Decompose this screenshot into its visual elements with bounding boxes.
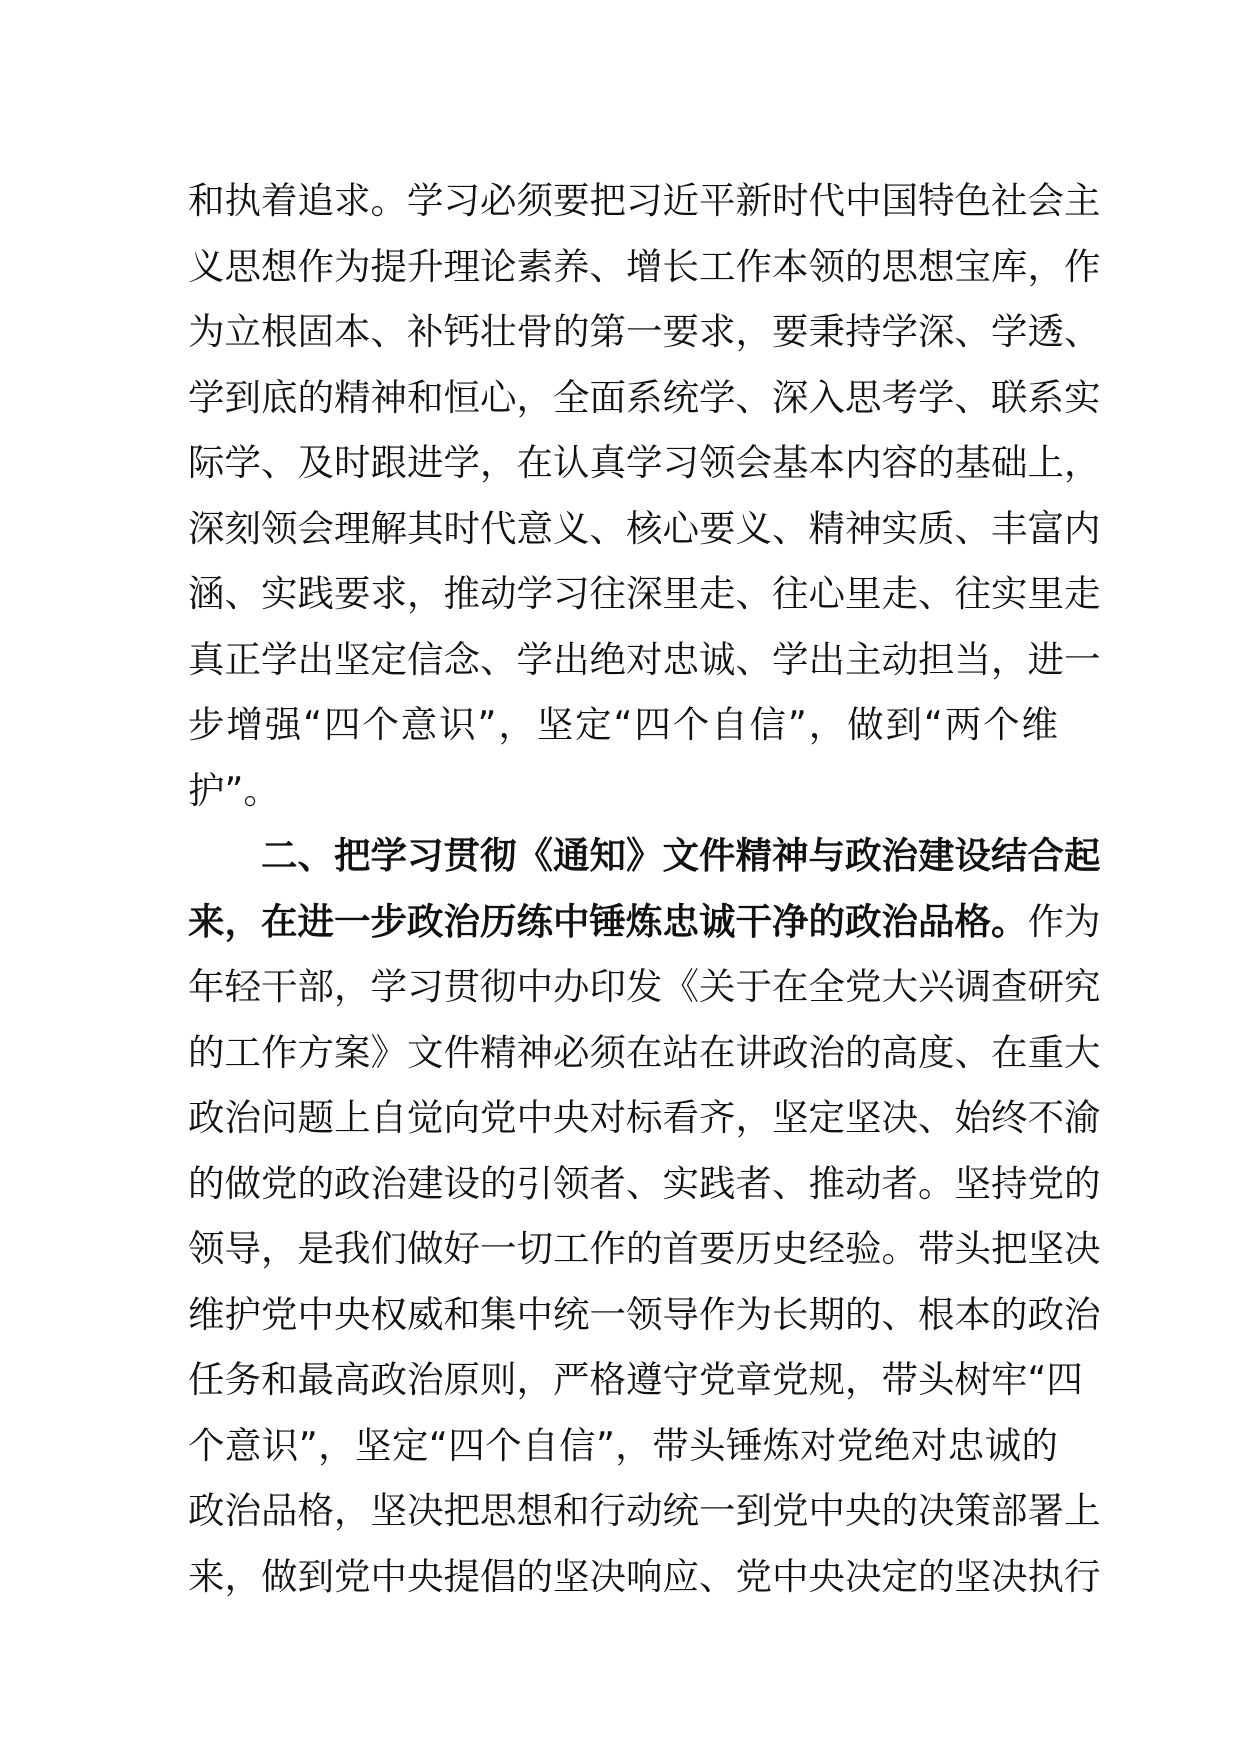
text-fragment: 作为 — [1027, 899, 1101, 943]
document-body — [188, 168, 1101, 1609]
text-line: 学到底的精神和恒心，全面系统学、深入思考学、联系实 — [188, 375, 1101, 419]
text-line: 来，做到党中央提倡的坚决响应、党中央决定的坚决执行 — [188, 1554, 1101, 1598]
section-heading-line: 二、把学习贯彻《通知》文件精神与政治建设结合起 — [261, 834, 1101, 877]
text-line: 的做党的政治建设的引领者、实践者、推动者。坚持党的 — [188, 1161, 1101, 1205]
text-line: 维护党中央权威和集中统一领导作为长期的、根本的政治 — [188, 1292, 1101, 1336]
text-line: 深刻领会理解其时代意义、核心要义、精神实质、丰富内 — [188, 506, 1101, 550]
text-line: 际学、及时跟进学，在认真学习领会基本内容的基础上， — [188, 441, 1101, 484]
text-line: 真正学出坚定信念、学出绝对忠诚、学出主动担当，进一 — [188, 637, 1101, 681]
text-line: 个意识”，坚定“四个自信”，带头锤炼对党绝对忠诚的 — [188, 1423, 1058, 1467]
text-line: 和执着追求。学习必须要把习近平新时代中国特色社会主 — [188, 179, 1101, 222]
text-line: 步增强“四个意识”，坚定“四个自信”，做到“两个维 — [188, 703, 1058, 746]
text-line: 涵、实践要求，推动学习往深里走、往心里走、往实里走 — [188, 572, 1101, 615]
text-line: 任务和最高政治原则，严格遵守党章党规，带头树牢“四 — [188, 1358, 1083, 1401]
paragraph-1 — [188, 168, 1101, 823]
paragraph-2 — [188, 823, 1101, 1609]
section-heading-line: 来，在进一步政治历练中锤炼忠诚干净的政治品格。 — [188, 899, 1028, 943]
text-line: 的工作方案》文件精神必须在站在讲政治的高度、在重大 — [188, 1030, 1101, 1074]
text-line: 领导，是我们做好一切工作的首要历史经验。带头把坚决 — [188, 1227, 1101, 1270]
text-line: 为立根固本、补钙壮骨的第一要求，要秉持学深、学透、 — [188, 310, 1101, 353]
section-heading-continuation — [188, 889, 1101, 955]
text-line: 护”。 — [188, 768, 280, 812]
text-line: 义思想作为提升理论素养、增长工作本领的思想宝库，作 — [188, 244, 1101, 288]
text-line: 年轻干部，学习贯彻中办印发《关于在全党大兴调查研究 — [188, 965, 1101, 1008]
text-line: 政治问题上自觉向党中央对标看齐，坚定坚决、始终不渝 — [188, 1096, 1101, 1139]
text-line: 政治品格，坚决把思想和行动统一到党中央的决策部署上 — [188, 1489, 1101, 1532]
